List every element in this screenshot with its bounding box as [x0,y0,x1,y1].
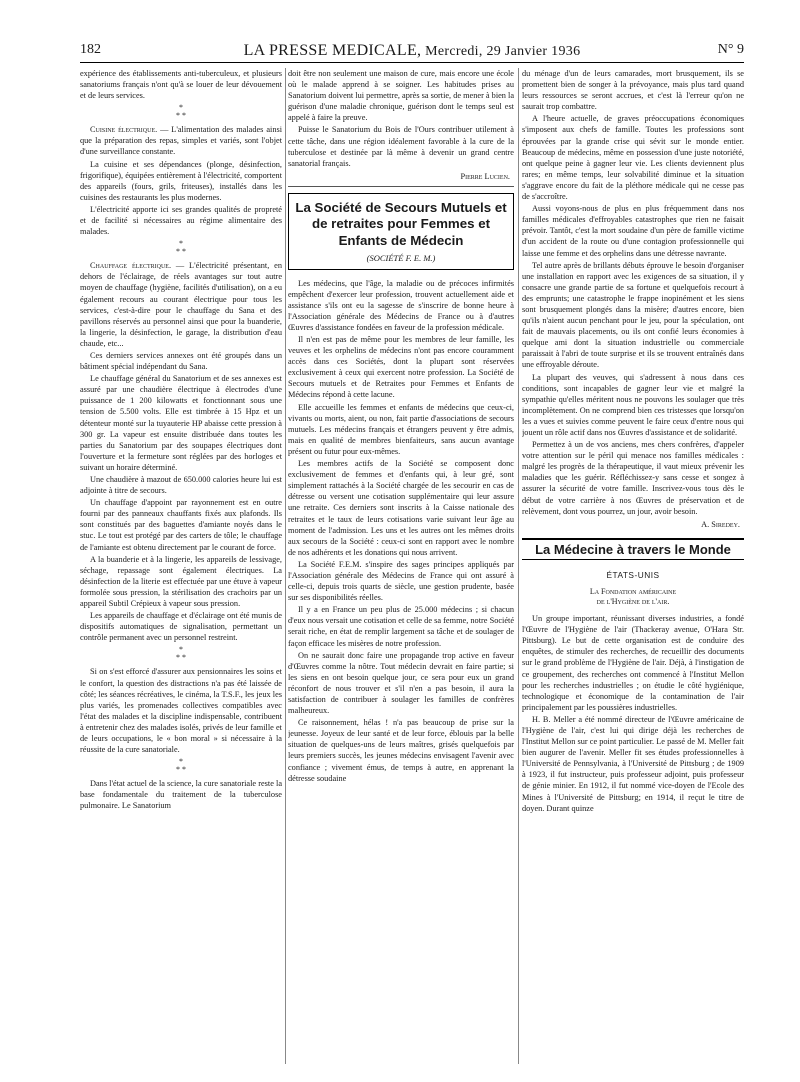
issue-number: N° 9 [717,42,744,57]
column-2 [288,68,514,1068]
subheading-line: La Fondation américaine [589,587,677,597]
paragraph: La plupart des veuves, qui s'adressent à nous dans ces conditions, sont incapables de gagner leur vie et malgré la sympathie qu'elles méritent nous ne pouvons les soulager que très incomplètement. On ne comprend bien ces tristesses que lorsqu'on les a vues et suivies comme peuvent le faire ceux d'entre nous qui jouent un rôle actif dans nos Œuvres d'assistance et de solidarité. [522,372,744,437]
paragraph: A l'heure actuelle, de graves préoccupations économiques s'imposent aux chefs de famille. Toutes les professions sont éprouvées par la grande crise qui sévit sur le monde entier. Beaucoup de médecins, même en possession d'une juste notoriété, ont quelque peine à gagner leur vie. Les clients deviennent plus rares; en même temps, leur solvabilité diminue et la situation s'aggrave encore du fait de la pléthore médicale qui ne cesse pas de s'accroître. [522,114,744,202]
paragraph: Aussi voyons-nous de plus en plus fréquemment dans nos familles médicales d'effroyables catastrophes que rien ne faisait prévoir. Tantôt, c'est la mort soudaine d'un père de famille victime d'un accident de la route ou d'une contagion professionnelle qui laisse une femme et des orphelins dans une détresse navrante. [522,204,744,258]
section-separator: * * * [176,645,186,663]
author-signature: A. Siredey. [701,519,740,529]
paragraph: Le chauffage général du Sanatorium et de ses annexes est assuré par une chaudière électrique à électrodes d'une puissance de 1 200 kilowatts et fonctionnant sous une tension de 5.500 volts. Elle est timbrée à 15 Hpz et un détenteur monté sur la tuyauterie HP abaisse cette pression à 300 gr. La vapeur est ensuite distribuée dans toutes les parties du Sanatorium par des soupapes électriques dont l'ouverture et la fermeture sont réglées par des horloges et suivant un horaire déterminé. [80,374,282,472]
paragraph: Cuisine électrique. — L'alimentation des malades ainsi que la préparation des repas, simples et variés, sont l'objet d'une surveillance constante. [80,125,282,157]
section-separator: * * * [176,757,186,775]
paragraph: Les membres actifs de la Société se composent donc exclusivement de femmes et d'enfants qui, à leur gré, sont simplement rattachés à la Société chargée de les secourir en cas de détresse ou versent une cotisation supplémentaire qui leur assure une retraite. Ces derniers sont inscrits à la Caisse nationale des retraites et le taux de leurs cotisations varie suivant leur âge au moment de l'admission. Les uns et les autres ont les mêmes droits aux secours de la Société : ceux-ci sont en rapport avec le nombre de nos adhérents et les donations qui nous arrivent. [288,459,514,557]
paragraph: doit être non seulement une maison de cure, mais encore une école où le malade apprend à se soigner. Les habitudes prises au Sanatorium doivent lui permettre, après sa sortie, de mener à bien la guérison d'une maladie chronique, guérison dont le temps seul est appelé à faire la preuve. [288,69,514,123]
paragraph: Il n'en est pas de même pour les membres de leur famille, les veuves et les orphelins de médecins n'ont pas encore couramment accès dans ces Sociétés, dont la plupart sont réservées exclusivement à ceux qui exercent notre profession. La Société de Secours mutuels et de Retraites pour Femmes et Enfants de Médecins répond à cette lacune. [288,335,514,400]
issue-date: Mercredi, 29 Janvier 1936 [425,44,581,59]
divider [288,186,514,187]
paragraph: Les appareils de chauffage et d'éclairage ont été munis de dispositifs automatiques de signalisation, permettant un contrôle permanent avec un personnel restreint. [80,611,282,643]
section-title: La Médecine à travers le Monde [522,538,744,560]
journal-title [80,42,744,60]
page-number: 182 [80,42,101,57]
paragraph: Si on s'est efforcé d'assurer aux pensionnaires les soins et le confort, la question des distractions n'a pas été laissée de côté; les séances récréatives, le cinéma, la T.S.F., les jeux les plus variés, les promenades collectives compatibles avec l'état des malades et la discipline indispensable, contribuent à entretenir chez des malades isolés, privés de leur famille et de leurs occupations, le « bon moral » si nécessaire à la réussite de la cure sanatoriale. [80,667,282,755]
article-subtitle: (SOCIÉTÉ F. E. M.) [366,253,436,264]
paragraph: du ménage d'un de leurs camarades, mort brusquement, ils se promettent bien de songer à la prévoyance, mais plus tard quand leurs ressources se seront accrues, et c'est là l'erreur qu'on ne saurait trop combattre. [522,69,744,112]
page-header [80,42,744,68]
subheading-line: de l'Hygiène de l'air. [596,597,670,607]
paragraph: Chauffage électrique. — L'électricité présentant, en dehors de l'éclairage, de réels avantages sur tout autre moyen de chauffage (hygiène, facilités d'utilisation), on a eu également recours au courant électrique pour tous les services, c'est-à-dire pour le chauffage du Sana et des pavillons réservés au personnel ainsi que pour la buanderie, la lingerie, la désinfection, le garage, la distribution d'eau chaude, etc... [80,261,282,348]
paragraph: Les médecins, que l'âge, la maladie ou de précoces infirmités empêchent d'exercer leur profession, trouvent actuellement aide et assistance s'ils ont eu la sagesse de s'inscrire de bonne heure à l'Association générale des Médecins de France ou à d'autres Œuvres d'assistance fondées en faveur de la profession médicale. [288,278,514,332]
paragraph: Ces derniers services annexes ont été groupés dans un bâtiment spécial indépendant du Sana. [80,350,282,372]
paragraph: Dans l'état actuel de la science, la cure sanatoriale reste la base fondamentale du traitement de la tuberculose pulmonaire. Le Sanatorium [80,779,282,811]
paragraph: H. B. Meller a été nommé directeur de l'Œuvre américaine de l'Hygiène de l'air, c'est lui qui dirige déjà les recherches de l'Institut Mellon sur ce point particulier. Le passé de M. Meller fait bien augurer de l'avenir. Meller fit ses études professionnelles à l'Université de Pennsylvania, à l'Université de Pittsburg ; de 1909 à 1923, il fut instructeur, puis professeur adjoint, puis professeur de génie minier. En 1912, il fut nommé vice-doyen de l'Ecole des Mines à l'Université de Pittsburg; en 1914, il reçut le titre de doyen. Durant quinze [522,714,744,813]
section-separator: * * * [176,239,186,257]
column-divider [285,68,286,1064]
header-rule [80,62,744,63]
article-title: La Société de Secours Mutuels et de retraites pour Femmes et Enfants de Médecin [295,199,507,248]
paragraph: Permettez à un de vos anciens, mes chers confrères, d'appeler votre attention sur le péril qui menace nos familles médicales : malgré les progrès de la thérapeutique, il vaut mieux prévenir les maladies que les guérir. Réfléchissez-y sans cesse et songez à assurer la sécurité de votre famille. Inscrivez-vous tous dès le début de votre carrière à nos Œuvres de préservation et de relèvement, dont vous pourrez, un jour, avoir besoin. [522,440,744,516]
paragraph: Ce raisonnement, hélas ! n'a pas beaucoup de prise sur la jeunesse. Joyeux de leur santé et de leur force, éblouis par la belle situation de quelques-uns de leurs maîtres, grisés quelquefois par leurs premiers succès, les jeunes médecins envisagent l'avenir avec confiance ; vivement émus, de temps à autre, en apprenant la détresse soudaine [288,718,514,783]
paragraph: Elle accueille les femmes et enfants de médecins que ceux-ci, vivants ou morts, aient, ou non, fait partie d'associations de secours mutuels. Les médecins français et étrangers peuvent y être admis, mais en qualité de membres bienfaiteurs, sans aucun avantage présent ou futur pour eux-mêmes. [288,402,514,456]
column-3 [522,68,744,1068]
paragraph: Tel autre après de brillants débuts éprouve le besoin d'organiser une installation en rapport avec les exigences de sa situation, il y consacre une grande partie de sa fortune et quelquefois recourt à des emprunts; une catastrophe le frappe inopinément et les siens sont brusquement plongés dans la misère; d'autres encore, bien qu'ils n'aient aucun penchant pour le jeu, pour la spéculation, ont fait de mauvais placements, ou ils ont confié leurs économies à quelque ami dont la situation industrielle ou commerciale paraissait à l'abri de toute surprise et ils se trouvent entraînés dans une effroyable déroute. [522,260,744,370]
column-divider [518,68,519,1064]
paragraph: Une chaudière à mazout de 650.000 calories heure lui est adjointe à titre de secours. [80,475,282,496]
paragraph: La Société F.E.M. s'inspire des sages principes appliqués par l'Association générale des Médecins de France qui ont assuré à celle-ci, depuis trois quarts de siècle, une gestion prudente, basée sur ses disponibilités réelles. [288,559,514,603]
paragraph: Puisse le Sanatorium du Bois de l'Ours contribuer utilement à cette tâche, dans une région idéalement favorable à la cure de la tuberculose et destinée par là même à devenir un grand centre sanatorial français. [288,125,514,168]
paragraph: A la buanderie et à la lingerie, les appareils de lessivage, séchage, repassage sont également électriques. La désinfection de la literie est effectuée par une étuve à vapeur formolée sous pression, la stérilisation des crachoirs par un appareil Subtil Crépieux à vapeur sous pression. [80,554,282,609]
rubric-label: Cuisine électrique. [90,125,158,135]
paragraph: Un groupe important, réunissant diverses industries, a fondé l'Œuvre de l'Hygiène de l'air (Thackeray avenue, O'Hara Str. Pittsburg). Le but de cette organisation est de conduire des enquêtes, de stimuler des recherches, de recueillir des documents sur le grand problème de l'Hygiène de l'air. Déjà, à l'instigation de ce groupement, des recherches ont commencé à l'Institut Mellon pour les recherches industrielles ; on étudie le côté hygiénique, technologique et économique de la contamination de l'air principalement par les poussières industrielles. [522,614,744,712]
journal-name: LA PRESSE MEDICALE, [243,42,422,59]
article-title-box [288,193,514,270]
author-signature: Pierre Lucien. [460,171,510,181]
paragraph: On ne saurait donc faire une propagande trop active en faveur d'Œuvres comme la nôtre. Tout médecin devrait en faire partie; si les siens en ont besoin quelque jour, ce sera pour eux un grand réconfort de nous trouver et s'il n'en a pas besoin, il aura la satisfaction de contribuer à soulager les familles de confrères malheureux. [288,650,514,716]
article-subheading [522,587,744,607]
paragraph: expérience des établissements anti-tuberculeux, et plusieurs sanatoriums français n'ont qu'à se louer de leur dévouement et de leurs services. [80,69,282,101]
column-1 [80,68,282,1068]
paragraph: La cuisine et ses dépendances (plonge, désinfection, frigorifique), équipées entièrement à l'électricité, comportent des appareils (fours, grils, friteuses), installés dans les cuisines des restaurants les plus modernes. [80,159,282,202]
country-heading: ÉTATS-UNIS [606,569,660,580]
paragraph: Il y a en France un peu plus de 25.000 médecins ; si chacun d'eux nous versait une cotisation et celle de sa femme, notre Société serait riche, en état de remplir largement sa tâche et de soulager de façon efficace les misères de notre profession. [288,605,514,648]
paragraph: L'électricité apporte ici ses grandes qualités de propreté et de facilité si nécessaires au régime alimentaire des malades. [80,204,282,237]
paragraph: Un chauffage d'appoint par rayonnement est en outre fourni par des panneaux chauffants fixés aux plafonds. Ils sont constitués par des baguettes d'amiante noyés dans le stuc. Le tout est protégé par des carters de tôle; le chauffage de l'amiante est obtenu directement par le courant de force. [80,498,282,552]
rubric-label: Chauffage électrique. [90,261,172,271]
section-separator: * * * [176,103,186,121]
